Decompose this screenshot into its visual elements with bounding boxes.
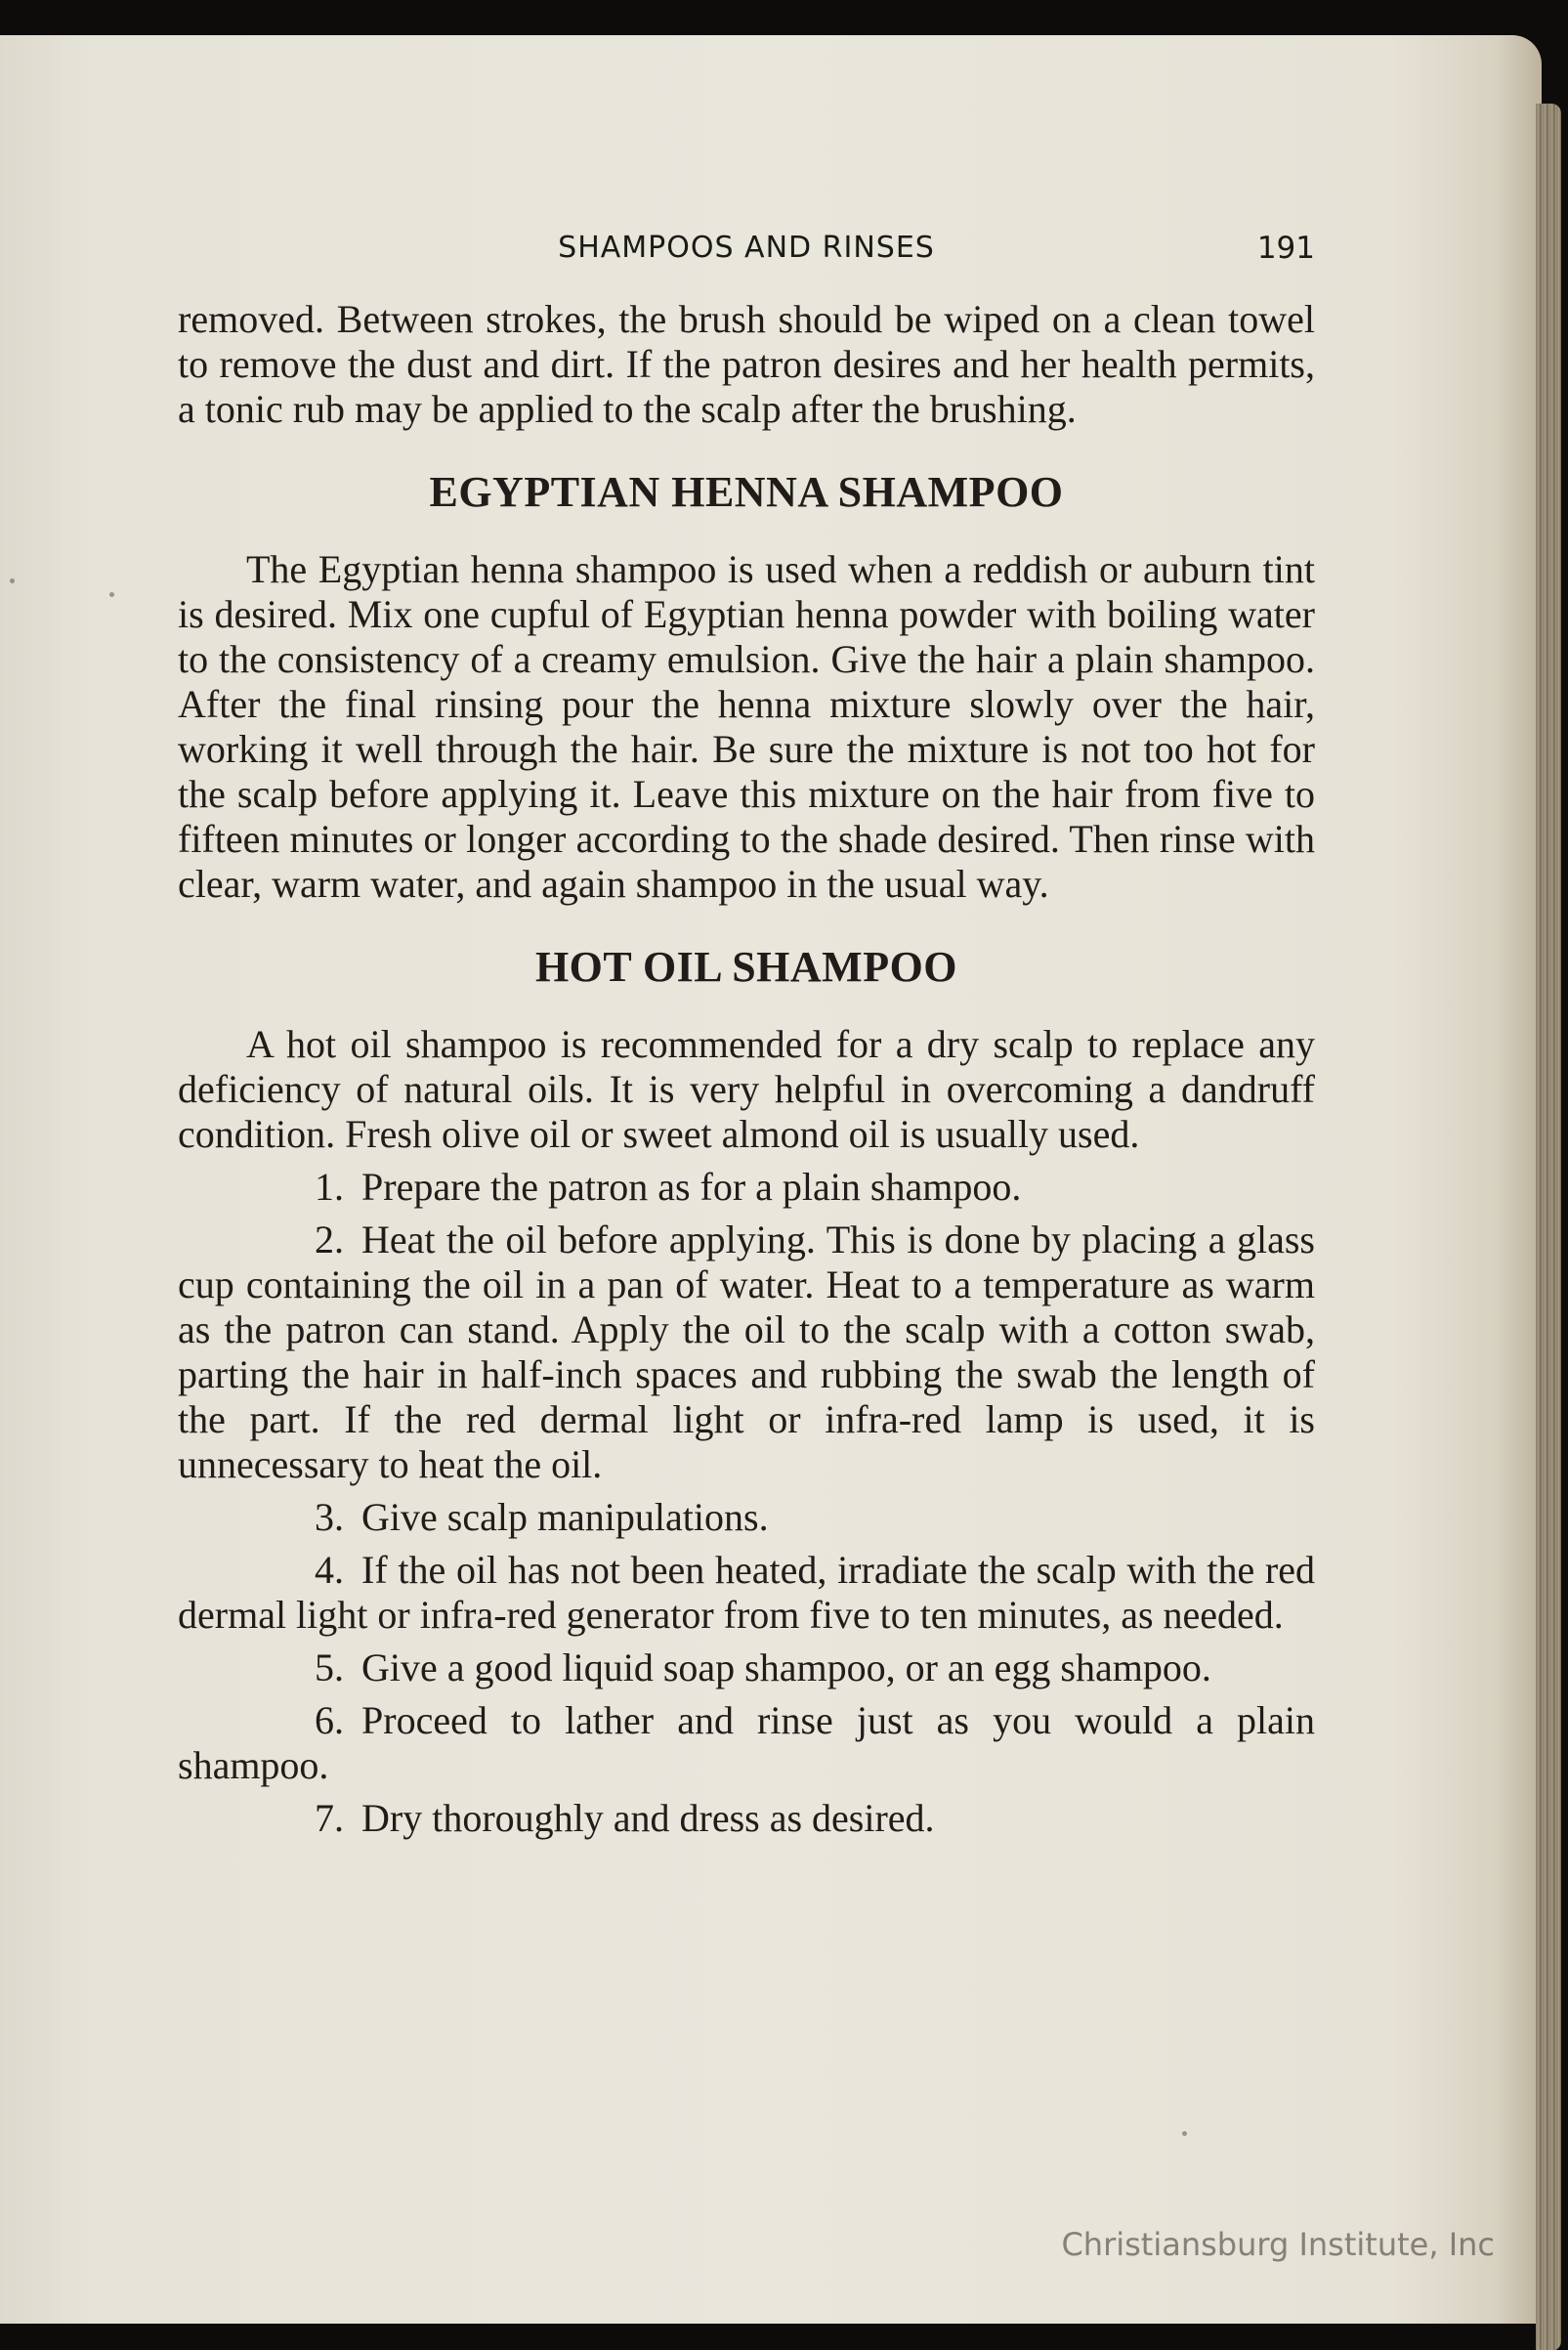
- running-head-title: SHAMPOOS AND RINSES: [558, 231, 935, 265]
- step-text: Heat the oil before applying. This is done by placing a glass cup containing the oil in a pan of water. Heat to a temperature as warm as the patron can stand. Apply the oil to the scalp with a cotton swab, parting the hair in half-inch spaces and rubbing the swab the length of the part. If the red dermal light or infra-red lamp is used, it is unnecessary to heat the oil.: [178, 1218, 1315, 1486]
- print-speck: [109, 592, 114, 597]
- step-number: 7.: [315, 1796, 344, 1840]
- step-number: 2.: [315, 1218, 344, 1261]
- egyptian-henna-paragraph: The Egyptian henna shampoo is used when a reddish or auburn tint is desired. Mix one cupful of Egyptian henna powder with boiling water to the consistency of a creamy emulsion. Give the hair a plain shampoo. After the final rinsing pour the henna mixture slowly over the hair, working it well through the hair. Be sure the mixture is not too hot for the scalp before applying it. Leave this mixture on the hair from five to fifteen minutes or longer according to the shade desired. Then rinse with clear, warm water, and again shampoo in the usual way.: [178, 547, 1315, 906]
- step-2: [178, 1218, 1315, 1487]
- step-text: Give scalp manipulations.: [361, 1495, 769, 1539]
- step-number: 6.: [315, 1698, 344, 1742]
- intro-paragraph: removed. Between strokes, the brush should be wiped on a clean towel to remove the dust and dirt. If the patron desires and her health permits, a tonic rub may be applied to the scalp after the brushing.: [178, 297, 1315, 431]
- step-1: [178, 1165, 1315, 1210]
- page-number: 191: [1256, 231, 1315, 266]
- step-3: [178, 1495, 1315, 1540]
- step-text: Give a good liquid soap shampoo, or an egg shampoo.: [361, 1645, 1211, 1689]
- print-speck: [10, 578, 15, 583]
- step-4: [178, 1548, 1315, 1638]
- step-7: [178, 1796, 1315, 1841]
- step-6: [178, 1698, 1315, 1788]
- body-text: [178, 297, 1315, 1849]
- print-speck: [1182, 2131, 1187, 2136]
- hot-oil-steps: [178, 1165, 1315, 1841]
- hot-oil-paragraph: A hot oil shampoo is recommended for a dry scalp to replace any deficiency of natural oils. It is very helpful in overcoming a dandruff condition. Fresh olive oil or sweet almond oil is usually used.: [178, 1022, 1315, 1156]
- step-number: 1.: [315, 1165, 344, 1209]
- page-edge-stack: [1536, 104, 1561, 2350]
- paper-page: [0, 35, 1542, 2324]
- step-text: Proceed to lather and rinse just as you would a plain shampoo.: [178, 1698, 1315, 1787]
- step-number: 3.: [315, 1495, 344, 1539]
- step-number: 4.: [315, 1548, 344, 1592]
- step-5: [178, 1645, 1315, 1690]
- step-text: If the oil has not been heated, irradiate the scalp with the red dermal light or infra-red generator from five to ten minutes, as needed.: [178, 1548, 1315, 1637]
- step-number: 5.: [315, 1645, 344, 1689]
- egyptian-henna-heading: EGYPTIAN HENNA SHAMPOO: [429, 468, 1064, 516]
- step-text: Dry thoroughly and dress as desired.: [361, 1796, 935, 1840]
- institution-watermark: Christiansburg Institute, Inc: [1061, 2226, 1495, 2263]
- step-text: Prepare the patron as for a plain shampoo.: [361, 1165, 1022, 1209]
- running-head: [178, 231, 1315, 279]
- hot-oil-heading: HOT OIL SHAMPOO: [534, 943, 958, 991]
